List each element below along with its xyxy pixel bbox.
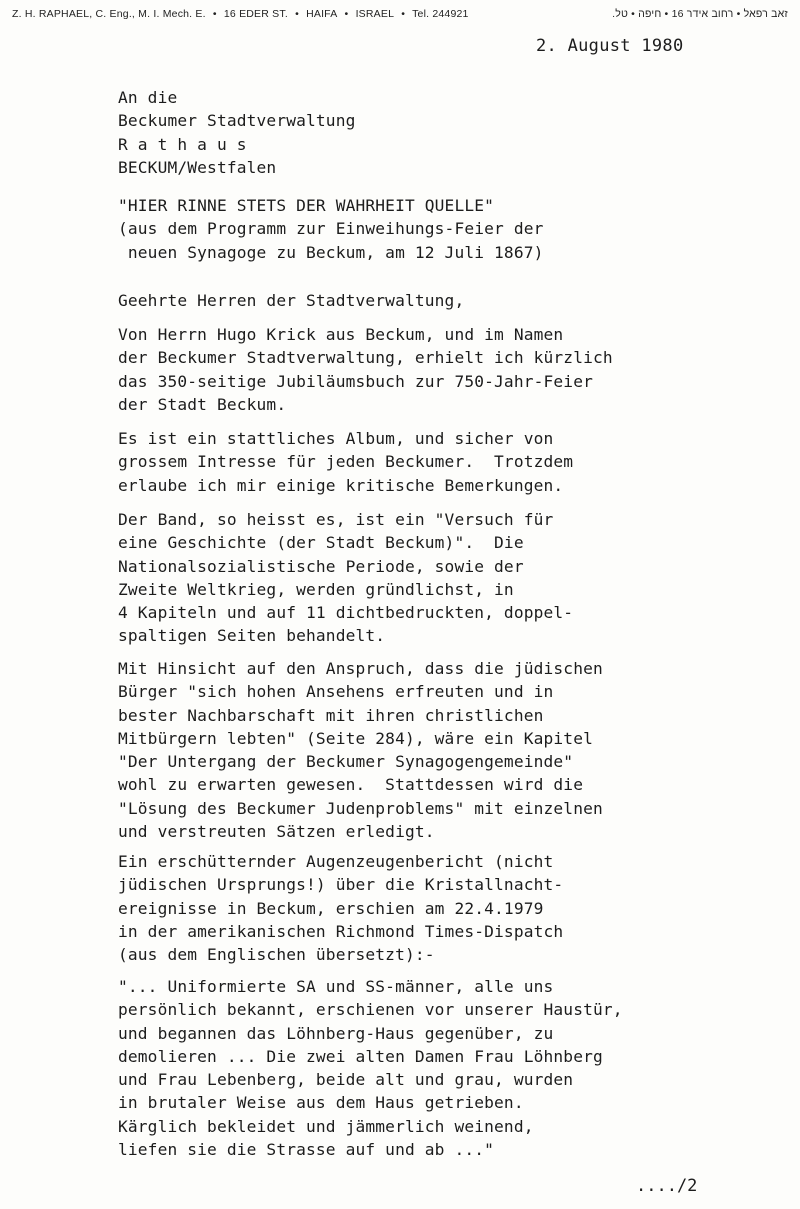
quote-line: "... Uniformierte SA und SS-männer, alle uns <box>118 977 554 996</box>
paragraph-line: jüdischen Ursprungs!) über die Kristallnacht- <box>118 875 564 895</box>
recipient-address <box>118 86 356 179</box>
paragraph-line: spaltigen Seiten behandelt. <box>118 626 386 646</box>
paragraph-line: Nationalsozialistische Periode, sowie der <box>118 556 524 576</box>
salutation <box>118 289 464 312</box>
paragraph-line: eine Geschichte (der Stadt Beckum)". Die <box>118 533 524 553</box>
paragraph-line: und verstreuten Sätzen erledigt. <box>118 822 435 842</box>
paragraph-3 <box>118 508 573 648</box>
paragraph-line: bester Nachbarschaft mit ihren christlichen <box>118 705 544 725</box>
letterhead-english: Z. H. RAPHAEL, C. Eng., M. I. Mech. E. • 16 EDER ST. • HAIFA • ISRAEL • Tel. 244921 <box>12 8 469 20</box>
salutation-line: Geehrte Herren der Stadtverwaltung, <box>118 291 465 310</box>
quote-heading-line: "HIER RINNE STETS DER WAHRHEIT QUELLE" <box>118 196 495 215</box>
paragraph-5 <box>118 850 563 966</box>
eyewitness-quote <box>118 975 623 1161</box>
paragraph-line: Bürger "sich hohen Ansehens erfreuten und in <box>118 682 554 702</box>
paragraph-line: der Stadt Beckum. <box>118 394 287 414</box>
quote-line: und begannen das Löhnberg-Haus gegenüber, zu <box>118 1023 554 1043</box>
quote-heading-line: (aus dem Programm zur Einweihungs-Feier der <box>118 219 544 239</box>
paragraph-4 <box>118 657 603 843</box>
paragraph-line: 4 Kapiteln und auf 11 dichtbedruckten, doppel- <box>118 603 574 623</box>
paragraph-line: Es ist ein stattliches Album, und sicher von <box>118 429 554 448</box>
quote-line: Kärglich bekleidet und jämmerlich weinend, <box>118 1116 534 1136</box>
letterhead-name: Z. H. RAPHAEL, C. Eng., M. I. Mech. E. <box>12 8 206 20</box>
paragraph-line: in der amerikanischen Richmond Times-Dispatch <box>118 921 564 941</box>
paragraph-line: Mit Hinsicht auf den Anspruch, dass die jüdischen <box>118 659 603 678</box>
letterhead-street: 16 EDER ST. <box>223 8 288 20</box>
letter-date: 2. August 1980 <box>536 36 684 56</box>
paragraph-line: (aus dem Englischen übersetzt):- <box>118 945 435 965</box>
letterhead <box>12 8 788 20</box>
paragraph-line: ereignisse in Beckum, erschien am 22.4.1979 <box>118 898 544 918</box>
quote-line: demolieren ... Die zwei alten Damen Frau Löhnberg <box>118 1046 603 1066</box>
paragraph-2 <box>118 427 573 497</box>
quote-line: liefen sie die Strasse auf und ab ..." <box>118 1140 495 1160</box>
paragraph-line: Der Band, so heisst es, ist ein "Versuch für <box>118 510 554 529</box>
paragraph-line: Zweite Weltkrieg, werden gründlichst, in <box>118 579 514 599</box>
quote-heading-line: neuen Synagoge zu Beckum, am 12 Juli 1867) <box>118 242 544 262</box>
paragraph-line: Ein erschütternder Augenzeugenbericht (nicht <box>118 852 554 871</box>
paragraph-line: das 350-seitige Jubiläumsbuch zur 750-Jahr-Feier <box>118 371 593 391</box>
address-line: R a t h a u s <box>118 134 247 154</box>
address-line: Beckumer Stadtverwaltung <box>118 111 356 131</box>
paragraph-line: der Beckumer Stadtverwaltung, erhielt ich kürzlich <box>118 348 613 368</box>
paragraph-line: "Der Untergang der Beckumer Synagogengemeinde" <box>118 752 574 772</box>
address-line: An die <box>118 88 178 107</box>
paragraph-line: "Lösung des Beckumer Judenproblems" mit einzelnen <box>118 798 603 818</box>
quote-line: persönlich bekannt, erschienen vor unserer Haustür, <box>118 1000 623 1020</box>
paragraph-line: wohl zu erwarten gewesen. Stattdessen wird die <box>118 775 584 795</box>
paragraph-1 <box>118 323 613 416</box>
address-line: BECKUM/Westfalen <box>118 157 277 177</box>
quote-line: und Frau Lebenberg, beide alt und grau, wurden <box>118 1070 574 1090</box>
paragraph-line: Von Herrn Hugo Krick aus Beckum, und im Namen <box>118 325 564 344</box>
quote-line: in brutaler Weise aus dem Haus getrieben. <box>118 1093 524 1113</box>
quote-heading <box>118 194 544 264</box>
letterhead-city: HAIFA <box>306 8 338 20</box>
page-continuation: ..../2 <box>636 1176 698 1196</box>
letterhead-tel: Tel. 244921 <box>412 8 469 20</box>
letterhead-hebrew: זאב רפאל • רחוב אידר 16 • חיפה • טל. <box>612 8 788 20</box>
paragraph-line: grossem Intresse für jeden Beckumer. Trotzdem <box>118 452 574 472</box>
paragraph-line: erlaube ich mir einige kritische Bemerkungen. <box>118 475 564 495</box>
paragraph-line: Mitbürgern lebten" (Seite 284), wäre ein Kapitel <box>118 728 593 748</box>
letterhead-country: ISRAEL <box>355 8 395 20</box>
